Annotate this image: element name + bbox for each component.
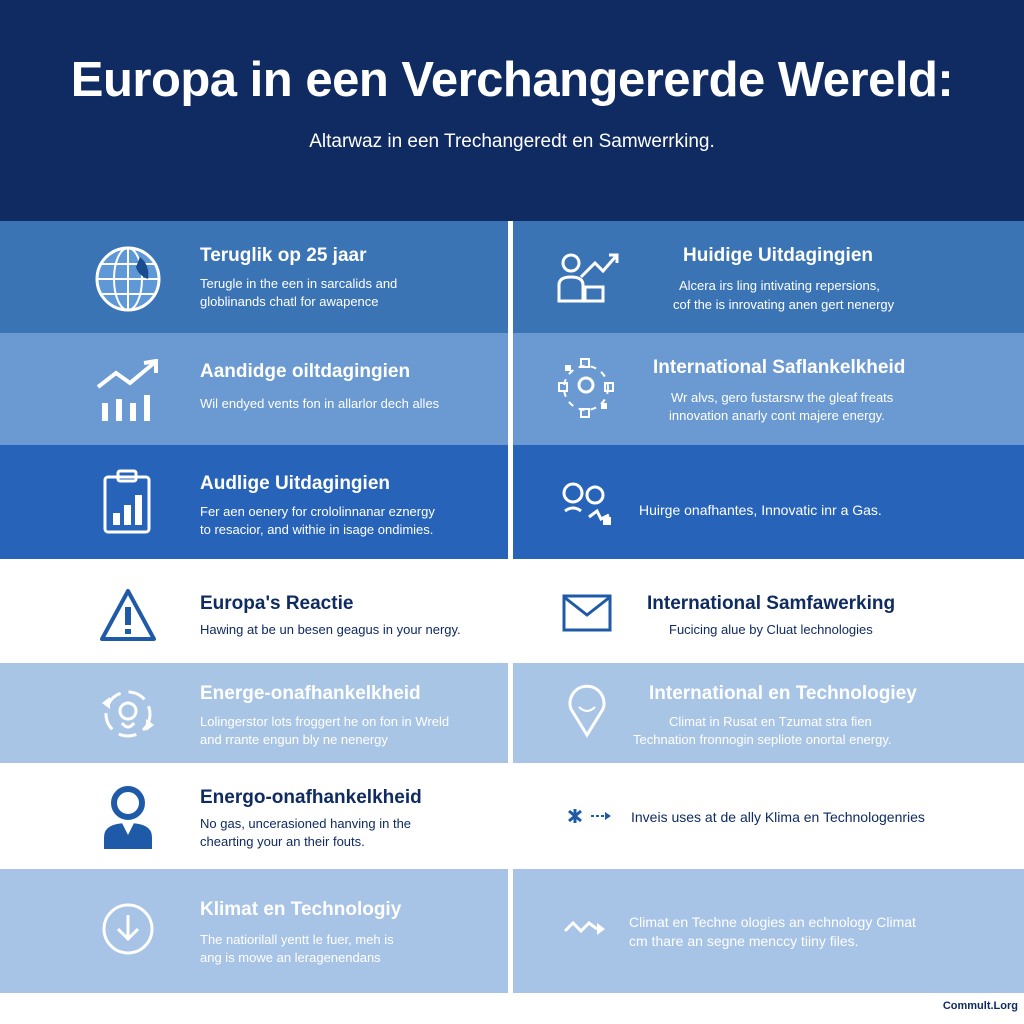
grid-cell [513,763,1024,869]
grid-cell [513,221,1024,333]
footer-strip [0,993,1024,1024]
grid-cell [513,445,1024,559]
cell-body-line: chearting your an their fouts. [200,834,365,849]
cell-title: Huidige Uitdagingien [683,245,873,266]
grid-cell [513,663,1024,763]
cell-body-line: Climat in Rusat en Tzumat stra fien [669,714,872,729]
cell-title: Teruglik op 25 jaar [200,245,367,266]
globe-icon [92,245,164,313]
cell-body-line: No gas, uncerasioned hanving in the [200,816,412,831]
page-title: Europa in een Verchangererde Wereld: [70,53,954,107]
arrow-spark-icon [565,807,613,825]
cell-body-line: Inveis uses at de ally Klima en Technologenries [631,809,925,825]
download-circle-icon [100,901,156,957]
grid-cell [0,333,508,445]
envelope-icon [561,593,613,633]
cell-body-line: Hawing at be un besen geagus in your nergy. [200,622,461,637]
cell-title: Klimat en Technologiy [200,899,402,920]
cell-body-line: and rrante engun bly ne nenergy [200,732,388,747]
location-pin-icon [565,683,609,739]
cell-body-line: Fer aen oenery for crololinnanar eznergy [200,504,435,519]
cell-body-line: Fucicing alue by Cluat lechnologies [669,622,873,637]
grid-cell [0,663,508,763]
grid-cell [0,869,508,993]
cell-title: International Saflankelkheid [653,357,906,378]
cell-body-line: ang is mowe an leragenendans [200,950,381,965]
cell-body-line: Climat en Techne ologies an echnology Climat [629,914,916,930]
grid-cell [0,559,508,663]
trend-up-icon [94,359,164,423]
cell-body-line: Wr alvs, gero fustarsrw the gleaf freats [671,390,894,405]
grid-cell [0,221,508,333]
cell-body-line: Lolingerstor lots froggert he on fon in Wreld [200,714,450,729]
grid-cell [513,869,1024,993]
cell-body-line: Technation fronnogin sepliote onortal energy. [633,732,892,747]
user-icon [100,785,156,851]
cell-body-line: Terugle in the een in sarcalids and [200,276,398,291]
cell-title: Energo-onafhankelkheid [200,787,422,808]
cell-title: Europa's Reactie [200,593,354,614]
cell-body-line: to resacior, and withie in isage ondimies. [200,522,434,537]
zigzag-arrow-icon [563,919,609,937]
header-banner [0,0,1024,221]
cell-body-line: Huirge onafhantes, Innovatic inr a Gas. [639,502,882,518]
grid-cell [513,559,1024,663]
clipboard-chart-icon [102,469,152,535]
cell-title: International en Technologiey [649,683,917,704]
cell-body-line: Wil endyed vents fon in allarlor dech alles [200,396,440,411]
footer-source: Commult.Lorg [942,1000,1018,1012]
cell-title: Audlige Uitdagingien [200,473,390,494]
page-subtitle: Altarwaz in een Trechangeredt en Samwerrking. [309,131,715,152]
cell-body-line: globlinands chatl for awapence [200,294,379,309]
grid-cell [0,445,508,559]
cell-title: Aandidge oiltdagingien [200,361,411,382]
network-cycle-icon [553,355,619,421]
grid-cell [0,763,508,869]
recycle-arrows-icon [96,683,160,745]
person-chart-icon [555,249,623,307]
cell-body-line: The natiorilall yentt le fuer, meh is [200,932,394,947]
cell-body-line: cof the is inrovating anen gert nenergy [673,297,895,312]
grid-cell [513,333,1024,445]
cell-title: Energe-onafhankelkheid [200,683,421,704]
cell-body-line: cm thare an segne menccy tiiny files. [629,933,859,949]
cell-body-line: innovation anarly cont majere energy. [669,408,885,423]
column-divider [508,221,513,993]
people-icon [559,481,615,527]
cell-title: International Samfawerking [647,593,896,614]
warning-icon [98,587,158,643]
cell-body-line: Alcera irs ling intivating repersions, [679,278,880,293]
